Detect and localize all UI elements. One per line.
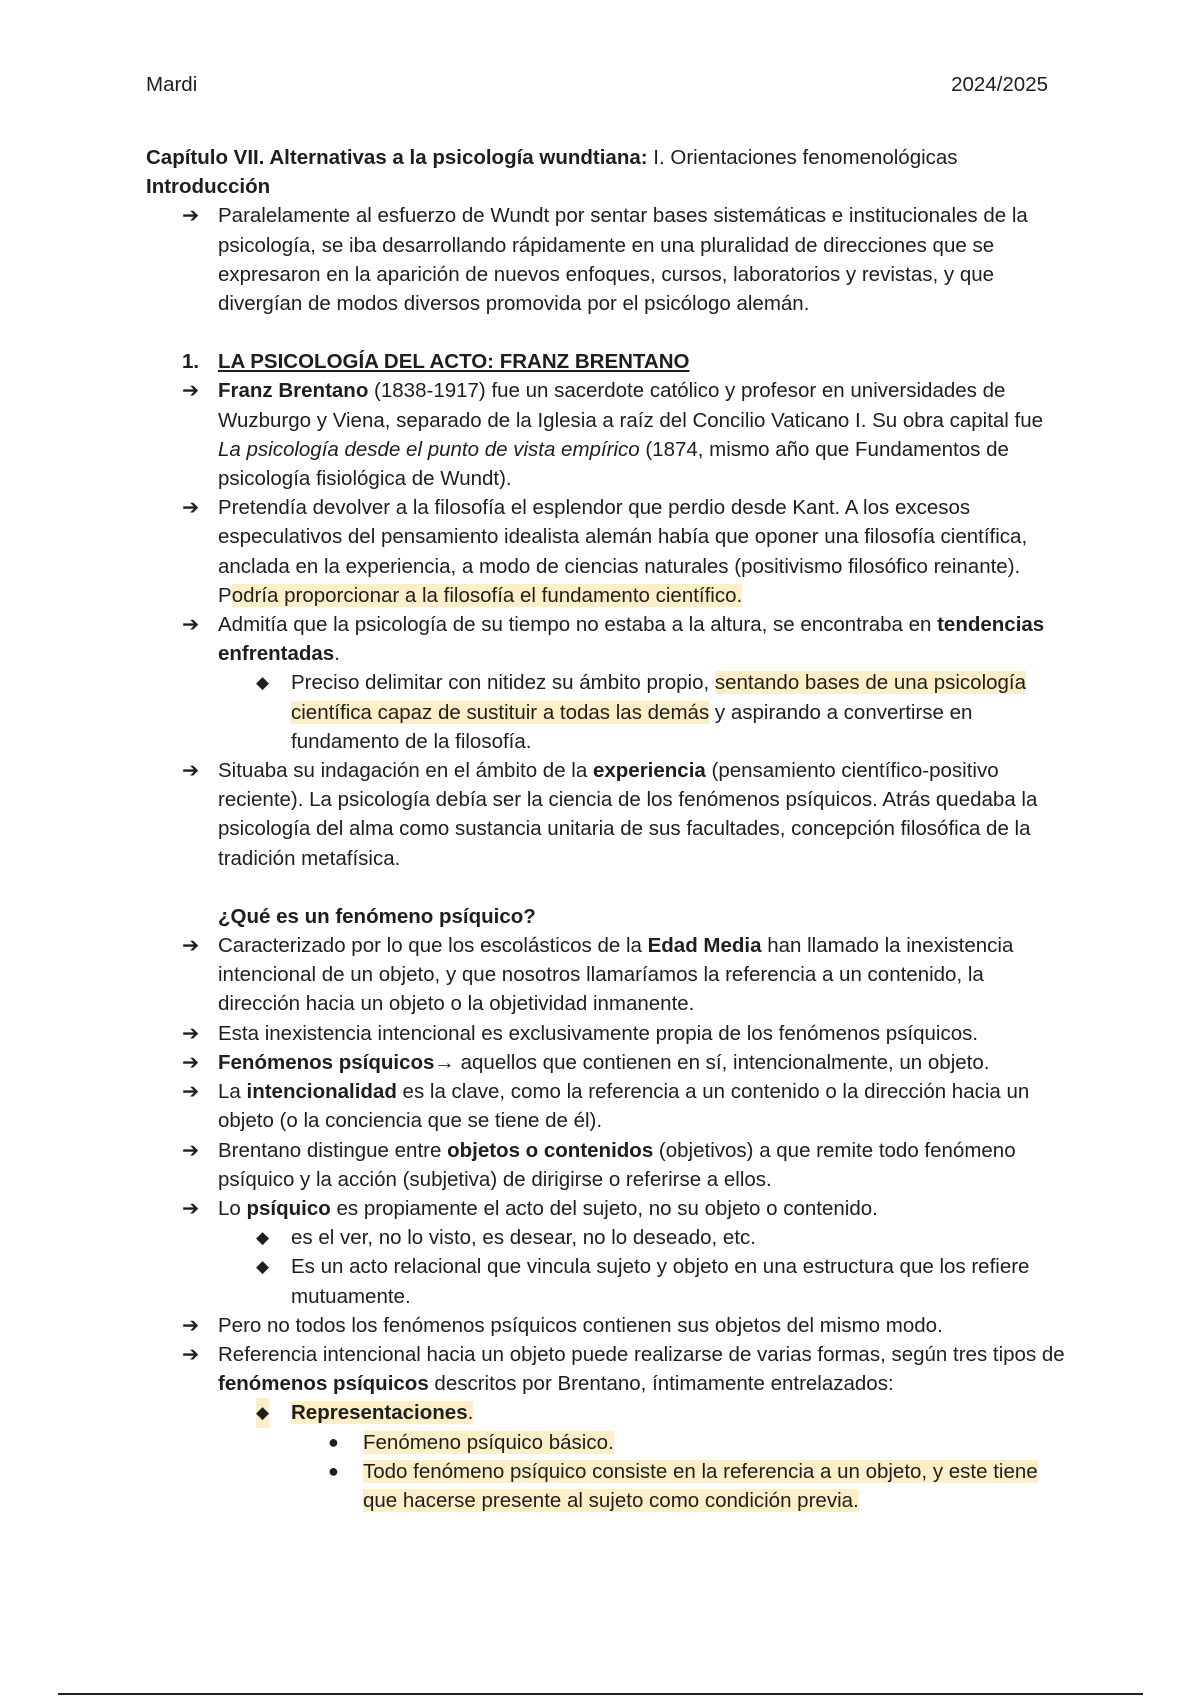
list-item: ◆ Representaciones.: [146, 1398, 1066, 1427]
list-item: ➔ Esta inexistencia intencional es exclusivamente propia de los fenómenos psíquicos.: [146, 1019, 1066, 1048]
subheading: ¿Qué es un fenómeno psíquico?: [218, 904, 536, 928]
arrow-icon: ➔: [182, 1050, 200, 1074]
header-left: Mardi: [146, 73, 198, 96]
list-item: ➔ Situaba su indagación en el ámbito de la experiencia (pensamiento científico-positivo reciente). La psicología debía ser la ciencia de los fenómenos psíquicos. Atrás quedaba la psicología del alma como sustancia unitaria de sus facultades, concepción filosófica de la tradición metafísica.: [146, 756, 1066, 873]
list-item: ● Fenómeno psíquico básico.: [146, 1428, 1066, 1457]
arrow-icon: ➔: [182, 1313, 200, 1337]
list-item: ➔ Pero no todos los fenómenos psíquicos contienen sus objetos del mismo modo.: [146, 1311, 1066, 1340]
list-item: ➔ Pretendía devolver a la filosofía el esplendor que perdio desde Kant. A los excesos especulativos del pensamiento idealista alemán había que oponer una filosofía científica, anclada en la experiencia, a modo de ciencias naturales (positivismo filosófico reinante). Podría proporcionar a la filosofía el fundamento científico.: [146, 493, 1066, 610]
list-item: ➔ Caracterizado por lo que los escolásticos de la Edad Media han llamado la inexistencia intencional de un objeto, y que nosotros llamaríamos la referencia a un contenido, la dirección hacia un objeto o la objetividad inmanente.: [146, 931, 1066, 1019]
list-item: ➔ Brentano distingue entre objetos o contenidos (objetivos) a que remite todo fenómeno psíquico y la acción (subjetiva) de dirigirse o referirse a ellos.: [146, 1136, 1066, 1194]
list-item: ➔ Admitía que la psicología de su tiempo no estaba a la altura, se encontraba en tendencias enfrentadas.: [146, 610, 1066, 668]
bullet-dot-icon: ●: [328, 1460, 339, 1481]
diamond-icon: ◆: [256, 1228, 270, 1248]
arrow-icon: ➔: [182, 1342, 200, 1366]
list-item: ➔ La intencionalidad es la clave, como la referencia a un contenido o la dirección hacia un objeto (o la conciencia que se tiene de él).: [146, 1077, 1066, 1135]
arrow-icon: ➔: [182, 759, 200, 783]
list-item: ● Todo fenómeno psíquico consiste en la referencia a un objeto, y este tiene que hacerse presente al sujeto como condición previa.: [146, 1457, 1066, 1515]
arrow-icon: ➔: [182, 1196, 200, 1220]
intro-heading: Introducción: [146, 175, 271, 199]
list-item: ➔ Franz Brentano (1838-1917) fue un sacerdote católico y profesor en universidades de Wuzburgo y Viena, separado de la Iglesia a raíz del Concilio Vaticano I. Su obra capital fue La psicología desde el punto de vista empírico (1874, mismo año que Fundamentos de psicología fisiológica de Wundt).: [146, 376, 1066, 493]
arrow-icon: ➔: [182, 379, 200, 403]
arrow-icon: ➔: [182, 496, 200, 520]
list-item: ➔ Paralelamente al esfuerzo de Wundt por sentar bases sistemáticas e institucionales de la psicología, se iba desarrollando rápidamente en una pluralidad de direcciones que se expresaron en la aparición de nuevos enfoques, cursos, laboratorios y revistas, y que divergían de modos diversos promovida por el psicólogo alemán.: [146, 201, 1066, 318]
diamond-icon: ◆: [256, 673, 270, 693]
list-item: ➔ Fenómenos psíquicos→ aquellos que contienen en sí, intencionalmente, un objeto.: [146, 1048, 1066, 1077]
arrow-icon: ➔: [182, 613, 200, 637]
diamond-icon: ◆: [256, 1398, 269, 1427]
list-item: ➔ Lo psíquico es propiamente el acto del sujeto, no su objeto o contenido.: [146, 1194, 1066, 1223]
list-item: ◆ es el ver, no lo visto, es desear, no lo deseado, etc.: [146, 1223, 1066, 1252]
arrow-icon: ➔: [182, 1021, 200, 1045]
diamond-icon: ◆: [256, 1257, 270, 1277]
arrow-icon: ➔: [182, 1138, 200, 1162]
arrow-icon: ➔: [182, 1080, 200, 1104]
list-item: ➔ Referencia intencional hacia un objeto puede realizarse de varias formas, según tres tipos de fenómenos psíquicos descritos por Brentano, íntimamente entrelazados:: [146, 1340, 1066, 1398]
header-right: 2024/2025: [951, 73, 1048, 96]
arrow-icon: ➔: [182, 934, 200, 958]
arrow-icon: ➔: [182, 204, 200, 228]
document-body: [146, 143, 1066, 1515]
list-item: ◆ Preciso delimitar con nitidez su ámbito propio, sentando bases de una psicología científica capaz de sustituir a todas las demás y aspirando a convertirse en fundamento de la filosofía.: [146, 668, 1066, 756]
bullet-dot-icon: ●: [328, 1431, 339, 1452]
chapter-title: Capítulo VII. Alternativas a la psicología wundtiana: I. Orientaciones fenomenológicas: [146, 146, 958, 169]
footer-rule: [58, 1693, 1143, 1695]
list-item: ◆ Es un acto relacional que vincula sujeto y objeto en una estructura que los refiere mutuamente.: [146, 1252, 1066, 1310]
section-heading: 1. LA PSICOLOGÍA DEL ACTO: FRANZ BRENTANO: [182, 350, 690, 374]
